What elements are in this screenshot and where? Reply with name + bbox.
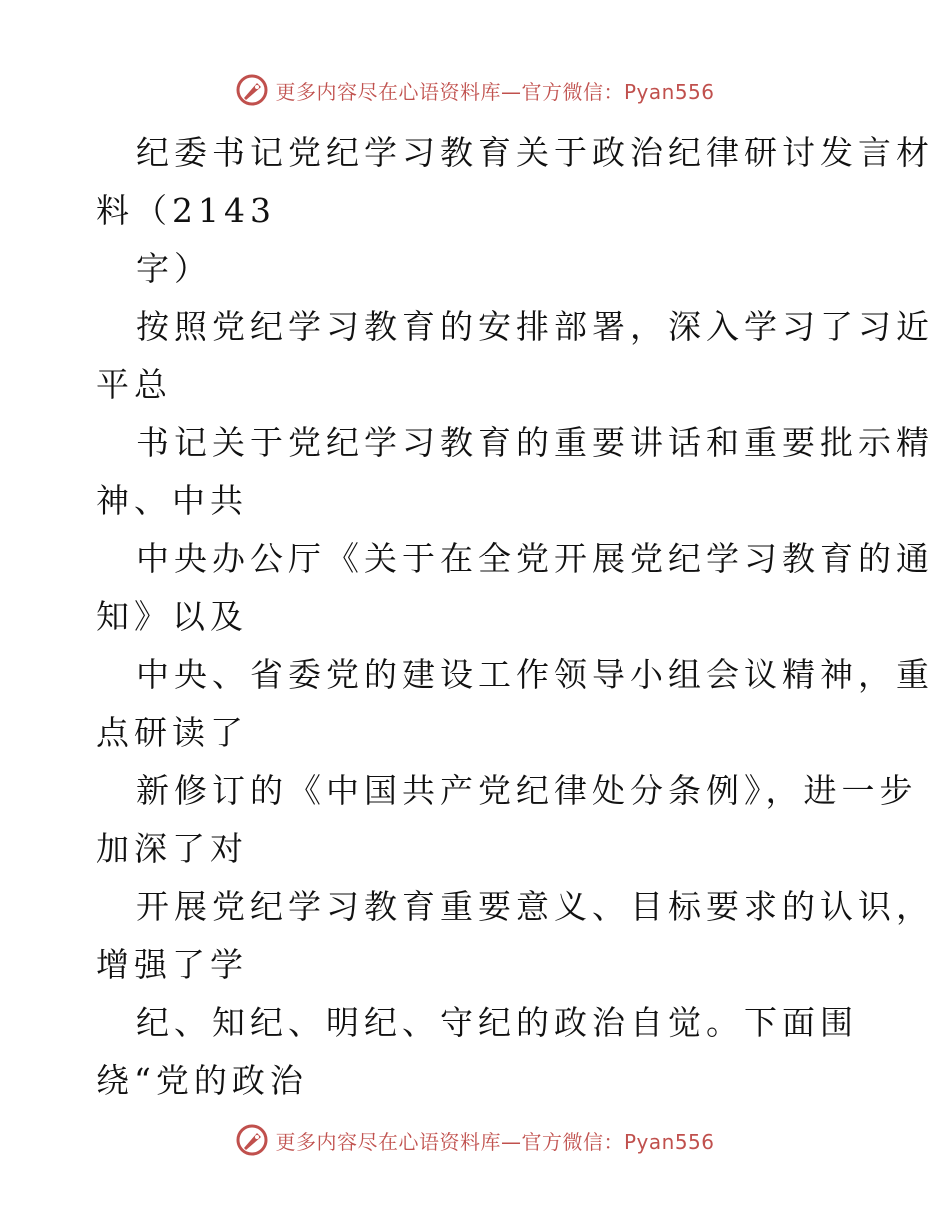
doc-line-7: 神、中共 [96,481,248,520]
doc-line-16: 纪、知纪、明纪、守纪的政治自觉。下面围 [136,1003,858,1042]
doc-line-2: 料（2143 [96,191,276,230]
watermark-banner-bottom [0,1120,950,1160]
doc-line-13: 加深了对 [96,829,248,868]
watermark-text: 更多内容尽在心语资料库—官方微信：Pyan556 [275,1129,715,1154]
doc-line-1: 纪委书记党纪学习教育关于政治纪律研讨发言材 [136,133,934,172]
pen-nib-logo-icon [235,1123,269,1157]
doc-line-10: 中央、省委党的建设工作领导小组会议精神，重 [136,655,934,694]
doc-line-3: 字） [136,249,212,288]
watermark-banner-top [0,70,950,110]
watermark-text: 更多内容尽在心语资料库—官方微信：Pyan556 [275,79,715,104]
doc-line-8: 中央办公厅《关于在全党开展党纪学习教育的通 [136,539,934,578]
doc-line-15: 增强了学 [96,945,248,984]
doc-line-9: 知》以及 [96,597,248,636]
doc-line-12: 新修订的《中国共产党纪律处分条例》，进一步 [136,771,918,810]
doc-line-17: 绕“党的政治 [96,1061,308,1100]
doc-line-4: 按照党纪学习教育的安排部署，深入学习了习近 [136,307,934,346]
doc-line-14: 开展党纪学习教育重要意义、目标要求的认识， [136,887,934,926]
document-body [96,124,934,1110]
doc-line-6: 书记关于党纪学习教育的重要讲话和重要批示精 [136,423,934,462]
pen-nib-logo-icon [235,73,269,107]
doc-line-11: 点研读了 [96,713,248,752]
doc-line-5: 平总 [96,365,172,404]
